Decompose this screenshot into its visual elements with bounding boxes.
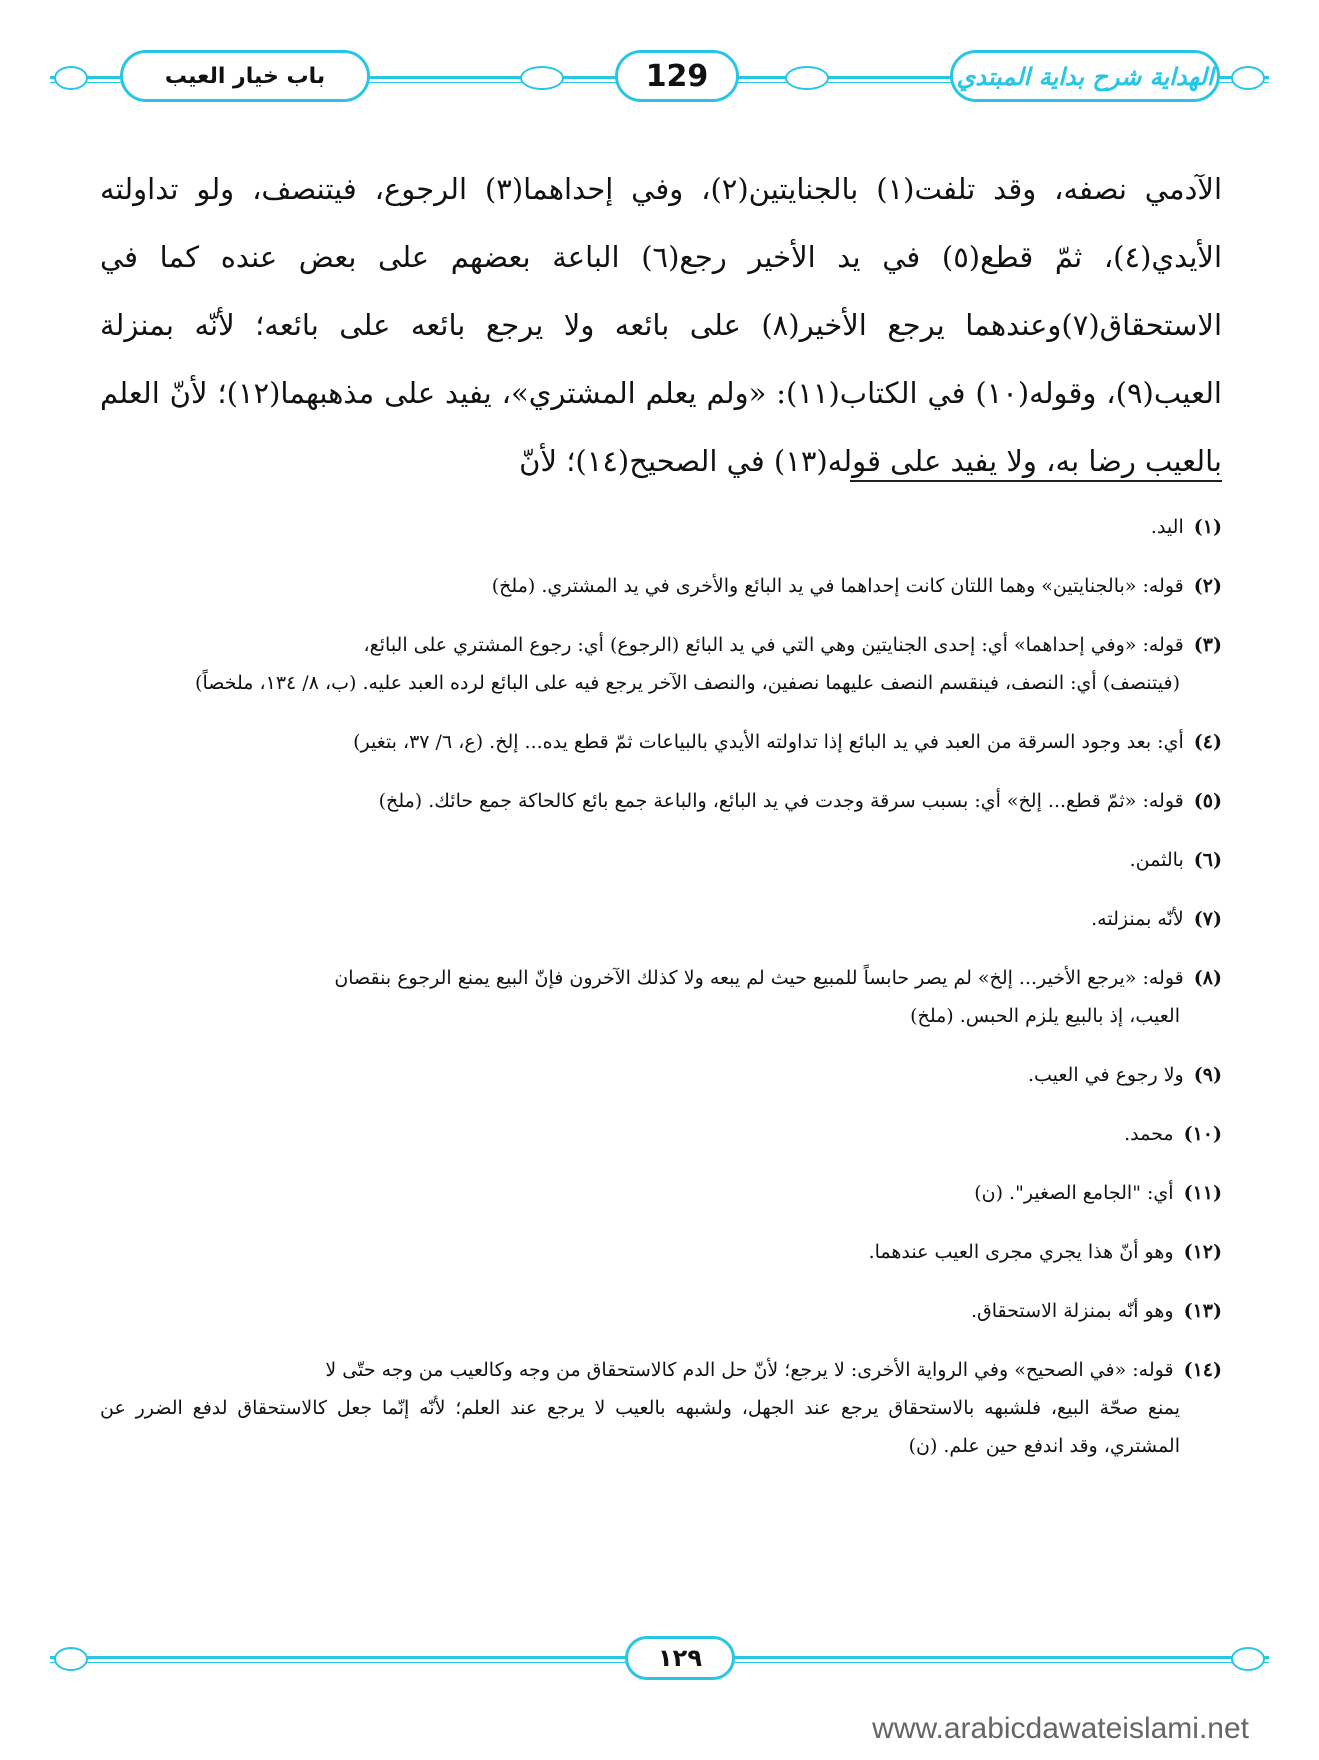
ornament-icon xyxy=(1231,1647,1265,1671)
footnote: (١٢) وهو أنّ هذا يجري مجرى العيب عندهما. xyxy=(868,1241,1222,1263)
footnote-continuation: يمنع صحّة البيع، فلشبهه بالاستحقاق يرجع عند الجهل، ولشبهه بالعيب لا يرجع عند العلم؛ لأنّه إنّما جعل كالاستحقاق لدفع الضرر عن المشتري، وقد اندفع حين علم. (ن) xyxy=(100,1397,1180,1457)
footnote-separator xyxy=(850,480,1222,482)
book-title: الهداية شرح بداية المبتدي xyxy=(956,61,1214,91)
footnote: (٣) قوله: «وفي إحداهما» أي: إحدى الجنايتين وهي التي في يد البائع (الرجوع) أي: رجوع المشتري على البائع، (فيتنصف) أي: النصف، فينقسم النصف عليهما نصفين، والنصف الآخر يرجع فيه على البائع لرده العبد عليه. (ب، ٨/ ١٣٤، ملخصاً) xyxy=(100,626,1222,702)
ornament-icon xyxy=(54,1647,88,1671)
footer-page-number: ١٢٩ xyxy=(625,1636,735,1680)
chapter-title-box xyxy=(120,50,370,102)
footnote: (٤) أي: بعد وجود السرقة من العبد في يد البائع إذا تداولته الأيدي بالبياعات ثمّ قطع يده... إلخ. (ع، ٦/ ٣٧، بتغير) xyxy=(353,731,1222,753)
footnote: (٦) بالثمن. xyxy=(1129,849,1222,871)
chapter-title: باب خيار العيب xyxy=(164,63,326,89)
footnote: (١١) أي: "الجامع الصغير". (ن) xyxy=(974,1182,1222,1204)
footnote: (٥) قوله: «ثمّ قطع... إلخ» أي: بسبب سرقة وجدت في يد البائع، والباعة جمع بائع كالحاكة جمع حائك. (ملخ) xyxy=(378,790,1222,812)
footnote: (١٣) وهو أنّه بمنزلة الاستحقاق. xyxy=(970,1300,1222,1322)
footnote: (٩) ولا رجوع في العيب. xyxy=(1027,1064,1222,1086)
main-text: الآدمي نصفه، وقد تلفت(١) بالجنايتين(٢)، وفي إحداهما(٣) الرجوع، فيتنصف، ولو تداولته الأيدي(٤)، ثمّ قطع(٥) في يد الأخير رجع(٦) الباعة بعضهم على بعض عنده كما في الاستحقاق(٧)وعندهما يرجع الأخير(٨) على بائعه ولا يرجع بائعه على بائعه؛ لأنّه بمنزلة العيب(٩)، وقوله(١٠) في الكتاب(١١): «ولم يعلم المشتري»، يفيد على مذهبهما(١٢)؛ لأنّ العلم بالعيب رضا به، ولا يفيد على قوله(١٣) في الصحيح(١٤)؛ لأنّ xyxy=(100,172,1223,478)
book-title-box xyxy=(950,50,1220,102)
footnote: (١٤) قوله: «في الصحيح» وفي الرواية الأخرى: لا يرجع؛ لأنّ حل الدم كالاستحقاق من وجه وكالعيب من وجه حتّى لا يمنع صحّة البيع، فلشبهه بالاستحقاق يرجع عند الجهل، ولشبهه بالعيب لا يرجع عند العلم؛ لأنّه إنّما جعل كالاستحقاق لدفع الضرر عن المشتري، وقد اندفع حين علم. (ن) xyxy=(100,1351,1222,1465)
footnote: (٢) قوله: «بالجنايتين» وهما اللتان كانت إحداهما في يد البائع والأخرى في يد المشتري. (ملخ) xyxy=(491,575,1222,597)
footnote-continuation: (فيتنصف) أي: النصف، فينقسم النصف عليهما نصفين، والنصف الآخر يرجع فيه على البائع لرده العبد عليه. (ب، ٨/ ١٣٤، ملخصاً) xyxy=(195,672,1180,694)
page-footer xyxy=(50,1634,1269,1684)
footnote: (٨) قوله: «يرجع الأخير... إلخ» لم يصر حابساً للمبيع حيث لم يبعه ولا كذلك الآخرون فإنّ البيع يمنع الرجوع بنقصان العيب، إذ بالبيع يلزم الحبس. (ملخ) xyxy=(100,959,1222,1035)
footnote: (١) اليد. xyxy=(1150,516,1222,538)
ornament-icon xyxy=(785,66,829,90)
footnotes xyxy=(100,508,1222,1486)
footnote: (٧) لأنّه بمنزلته. xyxy=(1091,908,1222,930)
ornament-icon xyxy=(520,66,564,90)
page-header xyxy=(50,48,1269,108)
page-number: 129 xyxy=(645,58,709,94)
ornament-icon xyxy=(54,66,88,90)
footnote: (١٠) محمد. xyxy=(1124,1123,1222,1145)
website-watermark: www.arabicdawateislami.net xyxy=(872,1712,1249,1745)
page-number-box xyxy=(615,50,739,102)
ornament-icon xyxy=(1231,66,1265,90)
footnote-continuation: العيب، إذ بالبيع يلزم الحبس. (ملخ) xyxy=(910,1005,1180,1027)
